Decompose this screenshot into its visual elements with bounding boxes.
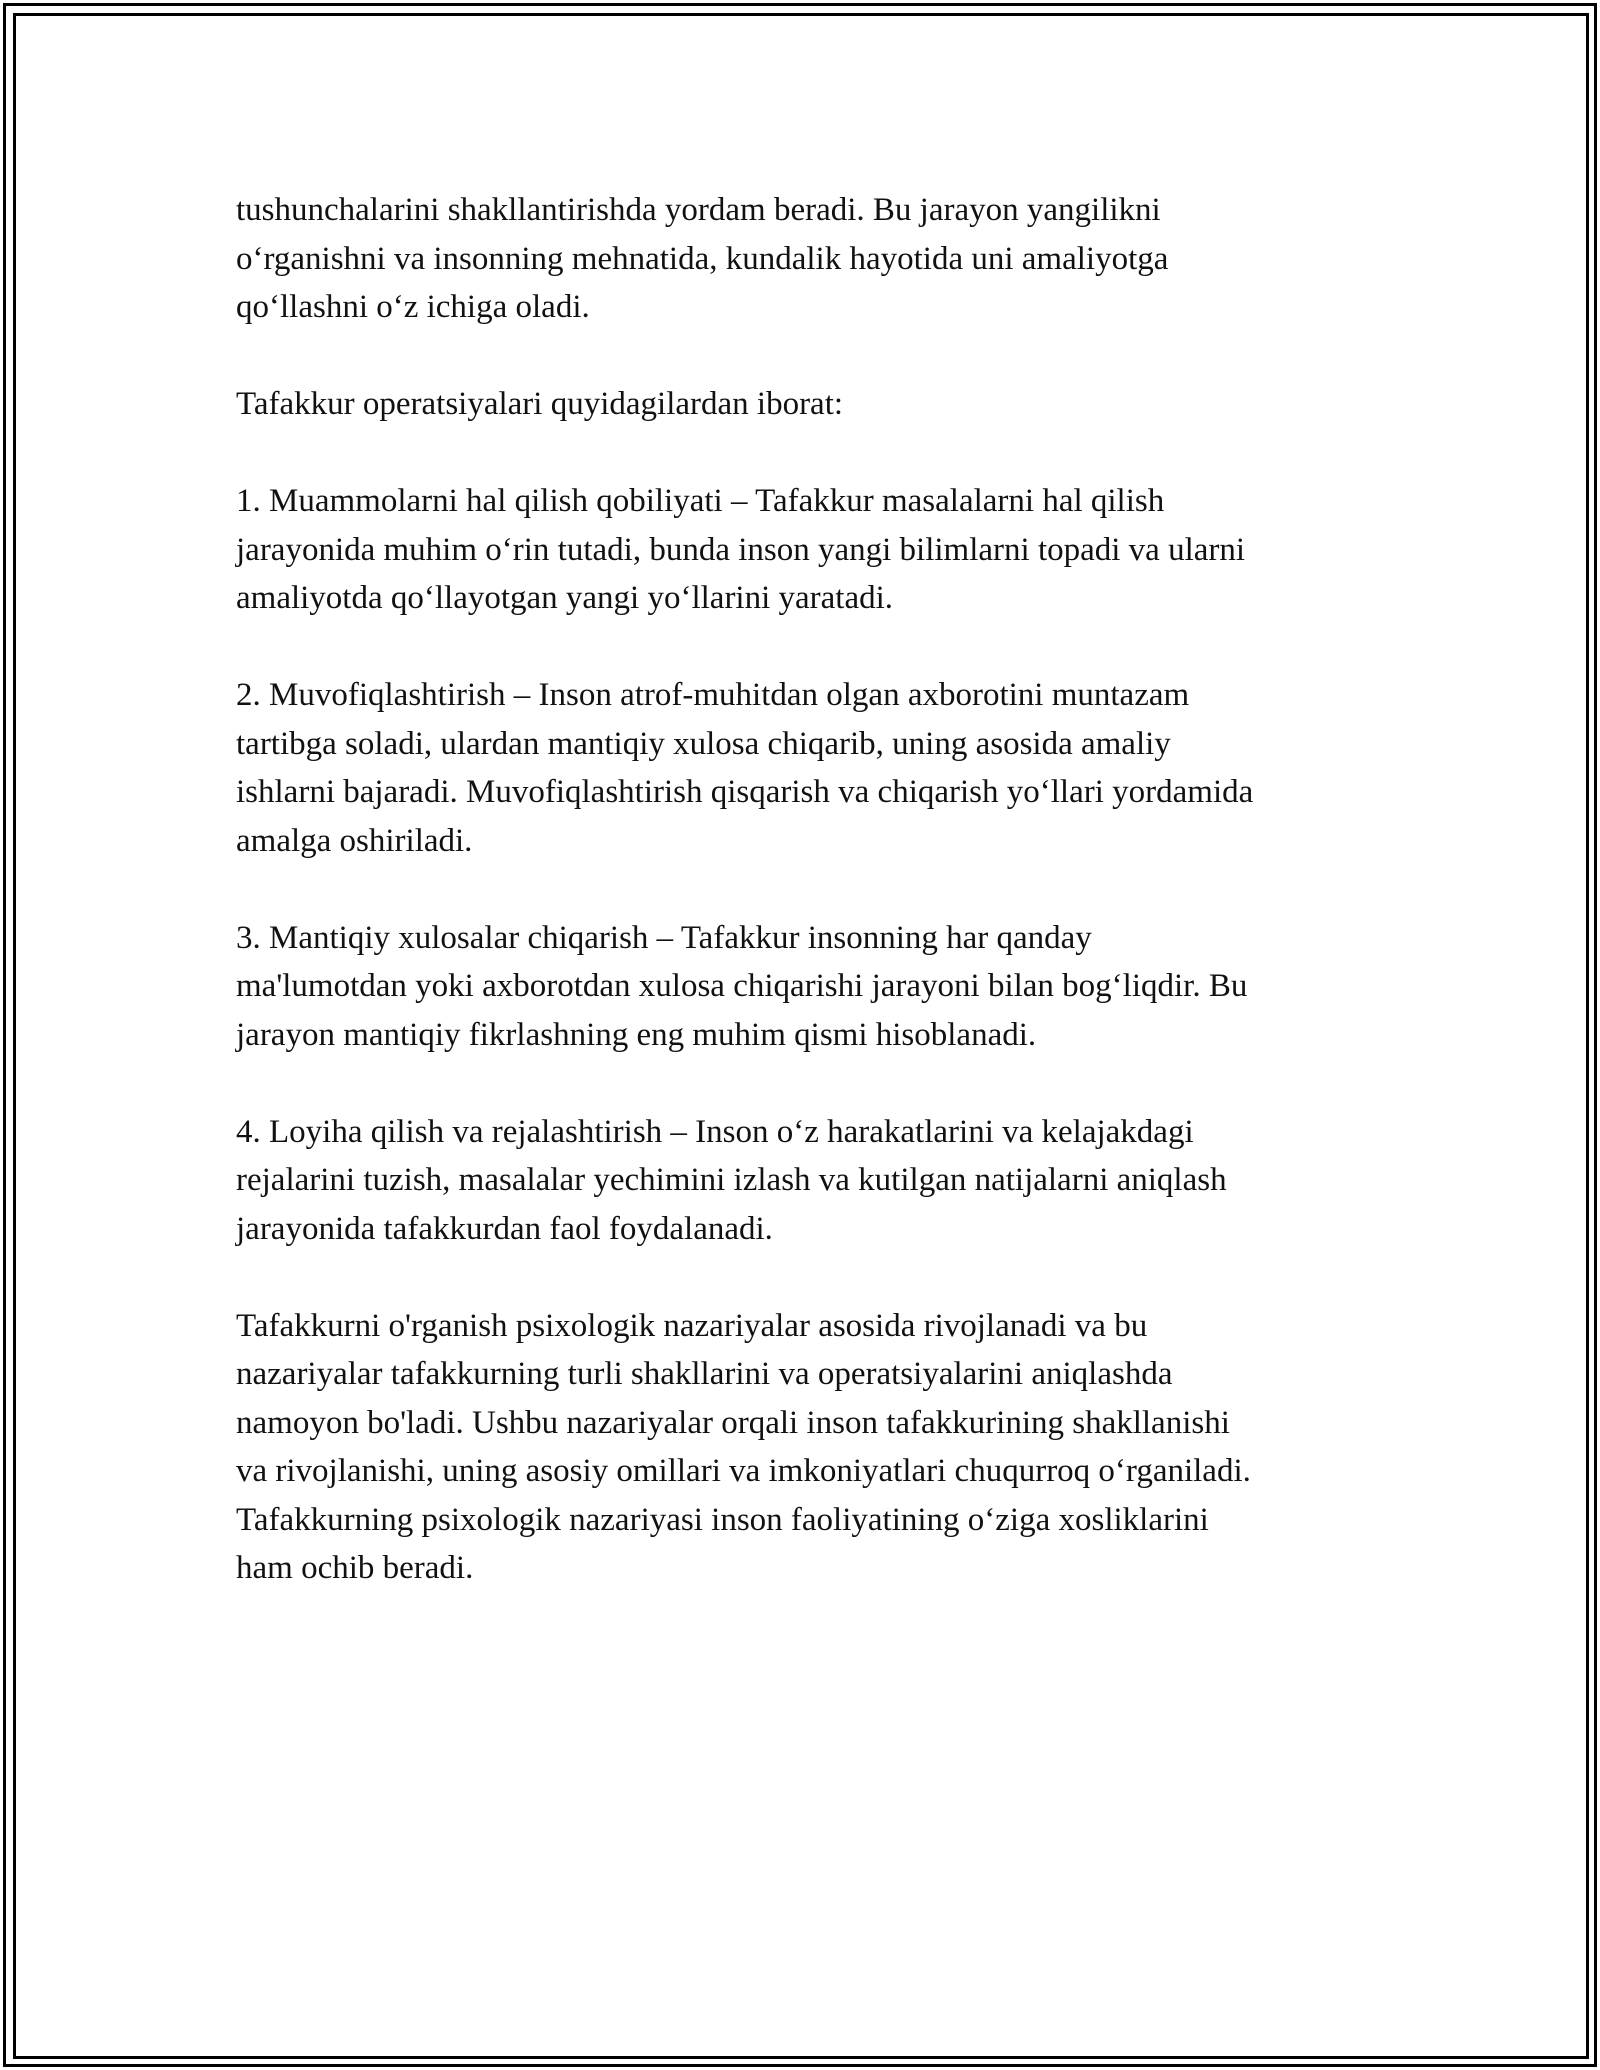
- paragraph-item-2: [236, 671, 1406, 865]
- paragraph-intro: [236, 186, 1406, 332]
- text-line: jarayonida tafakkurdan faol foydalanadi.: [236, 1210, 773, 1247]
- text-line: ma'lumotdan yoki axborotdan xulosa chiqarishi jarayoni bilan bog‘liqdir. Bu: [236, 968, 1248, 1004]
- text-line: 4. Loyiha qilish va rejalashtirish – Inson o‘z harakatlarini va kelajakdagi: [236, 1113, 1194, 1150]
- text-line: va rivojlanishi, uning asosiy omillari va imkoniyatlari chuqurroq o‘rganiladi.: [236, 1453, 1251, 1489]
- document-body: [236, 186, 1406, 1641]
- paragraph-operations-heading: [236, 380, 1406, 429]
- text-line: ishlarni bajaradi. Muvofiqlashtirish qisqarish va chiqarish yo‘llari yordamida: [236, 774, 1254, 810]
- text-line: 2. Muvofiqlashtirish – Inson atrof-muhitdan olgan axborotini muntazam: [236, 677, 1190, 713]
- paragraph-item-1: [236, 477, 1406, 623]
- text-line: namoyon bo'ladi. Ushbu nazariyalar orqali inson tafakkurining shakllanishi: [236, 1404, 1230, 1441]
- paragraph-item-4: [236, 1108, 1406, 1254]
- text-line: Tafakkur operatsiyalari quyidagilardan iborat:: [236, 386, 844, 422]
- text-line: o‘rganishni va insonning mehnatida, kundalik hayotida uni amaliyotga: [236, 240, 1169, 277]
- text-line: rejalarini tuzish, masalalar yechimini izlash va kutilgan natijalarni aniqlash: [236, 1162, 1227, 1198]
- text-line: jarayonida muhim o‘rin tutadi, bunda inson yangi bilimlarni topadi va ularni: [236, 531, 1246, 568]
- text-line: qo‘llashni o‘z ichiga oladi.: [236, 289, 590, 325]
- text-line: 3. Mantiqiy xulosalar chiqarish – Tafakkur insonning har qanday: [236, 919, 1092, 956]
- text-line: 1. Muammolarni hal qilish qobiliyati – Tafakkur masalalarni hal qilish: [236, 483, 1165, 519]
- text-line: Tafakkurning psixologik nazariyasi inson faoliyatining o‘ziga xosliklarini: [236, 1501, 1209, 1538]
- text-line: nazariyalar tafakkurning turli shakllarini va operatsiyalarini aniqlashda: [236, 1356, 1173, 1392]
- text-line: amaliyotda qo‘llayotgan yangi yo‘llarini yaratadi.: [236, 580, 894, 616]
- text-line: tartibga soladi, ulardan mantiqiy xulosa chiqarib, uning asosida amaliy: [236, 725, 1171, 762]
- text-line: amalga oshiriladi.: [236, 822, 473, 859]
- text-line: Tafakkurni o'rganish psixologik nazariyalar asosida rivojlanadi va bu: [236, 1307, 1148, 1344]
- text-line: tushunchalarini shakllantirishda yordam beradi. Bu jarayon yangilikni: [236, 192, 1161, 228]
- text-line: ham ochib beradi.: [236, 1550, 474, 1586]
- paragraph-item-3: [236, 914, 1406, 1060]
- text-line: jarayon mantiqiy fikrlashning eng muhim qismi hisoblanadi.: [236, 1016, 1037, 1053]
- paragraph-conclusion: [236, 1302, 1406, 1593]
